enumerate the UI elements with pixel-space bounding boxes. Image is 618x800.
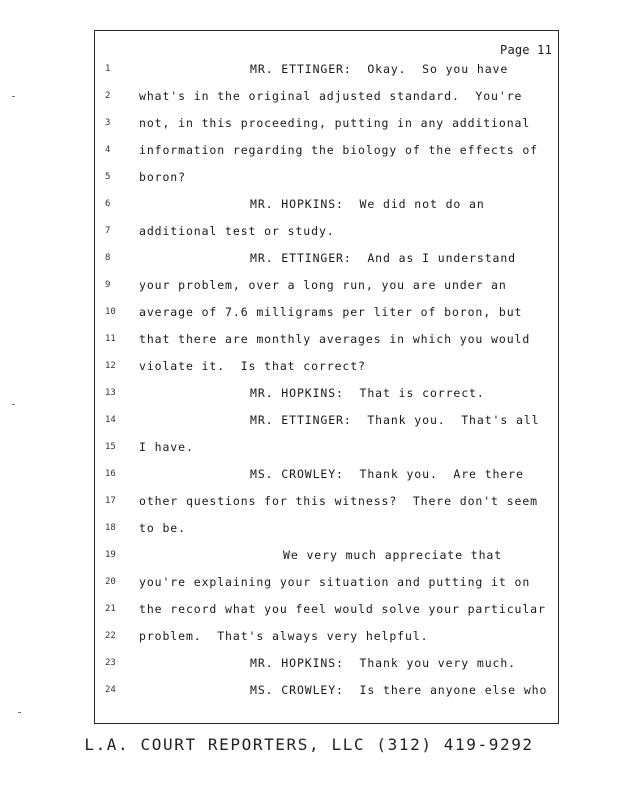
line-text: MR. HOPKINS: That is correct. bbox=[250, 386, 485, 400]
line-text: MS. CROWLEY: Is there anyone else who bbox=[250, 683, 548, 697]
line-number: 17 bbox=[105, 496, 116, 506]
line-number: 14 bbox=[105, 415, 116, 425]
transcript-line bbox=[95, 386, 558, 413]
line-number: 13 bbox=[105, 388, 116, 398]
court-reporter-footer: L.A. COURT REPORTERS, LLC (312) 419-9292 bbox=[84, 735, 534, 754]
line-number: 20 bbox=[105, 577, 116, 587]
line-text: not, in this proceeding, putting in any additional bbox=[139, 116, 531, 130]
line-text: We very much appreciate that bbox=[283, 548, 503, 562]
transcript-line bbox=[95, 602, 558, 629]
line-text: violate it. Is that correct? bbox=[139, 359, 366, 373]
line-text: that there are monthly averages in which you would bbox=[139, 332, 531, 346]
line-number: 10 bbox=[105, 307, 116, 317]
scan-speck bbox=[12, 404, 15, 405]
transcript-line bbox=[95, 143, 558, 170]
line-number: 23 bbox=[105, 658, 116, 668]
line-number: 16 bbox=[105, 469, 116, 479]
line-text: MR. HOPKINS: Thank you very much. bbox=[250, 656, 517, 670]
transcript-line bbox=[95, 656, 558, 683]
transcript-line bbox=[95, 683, 558, 710]
line-number: 1 bbox=[105, 64, 111, 74]
line-number: 19 bbox=[105, 550, 116, 560]
scan-speck bbox=[18, 712, 21, 713]
line-text: average of 7.6 milligrams per liter of boron, but bbox=[139, 305, 523, 319]
transcript-line bbox=[95, 467, 558, 494]
page-number: Page 11 bbox=[500, 43, 552, 57]
transcript-line bbox=[95, 170, 558, 197]
line-number: 6 bbox=[105, 199, 111, 209]
line-text: additional test or study. bbox=[139, 224, 335, 238]
transcript-line bbox=[95, 224, 558, 251]
transcript-line bbox=[95, 413, 558, 440]
line-text: I have. bbox=[139, 440, 194, 454]
line-text: other questions for this witness? There don't seem bbox=[139, 494, 539, 508]
transcript-line bbox=[95, 116, 558, 143]
line-text: MR. ETTINGER: Thank you. That's all bbox=[250, 413, 540, 427]
line-number: 21 bbox=[105, 604, 116, 614]
transcript-page bbox=[94, 30, 559, 724]
line-text: MR. ETTINGER: And as I understand bbox=[250, 251, 517, 265]
line-number: 18 bbox=[105, 523, 116, 533]
transcript-line bbox=[95, 62, 558, 89]
transcript-line bbox=[95, 521, 558, 548]
line-text: what's in the original adjusted standard. You're bbox=[139, 89, 523, 103]
line-number: 11 bbox=[105, 334, 116, 344]
line-number: 24 bbox=[105, 685, 116, 695]
transcript-line bbox=[95, 575, 558, 602]
line-text: MR. ETTINGER: Okay. So you have bbox=[250, 62, 509, 76]
transcript-line bbox=[95, 89, 558, 116]
line-text: you're explaining your situation and putting it on bbox=[139, 575, 531, 589]
line-number: 15 bbox=[105, 442, 116, 452]
scan-speck bbox=[12, 96, 15, 97]
line-number: 22 bbox=[105, 631, 116, 641]
line-number: 8 bbox=[105, 253, 111, 263]
line-number: 9 bbox=[105, 280, 111, 290]
transcript-line bbox=[95, 278, 558, 305]
transcript-line bbox=[95, 251, 558, 278]
line-text: your problem, over a long run, you are under an bbox=[139, 278, 507, 292]
line-text: information regarding the biology of the effects of bbox=[139, 143, 539, 157]
line-text: problem. That's always very helpful. bbox=[139, 629, 429, 643]
line-number: 5 bbox=[105, 172, 111, 182]
transcript-line bbox=[95, 332, 558, 359]
transcript-line bbox=[95, 629, 558, 656]
line-text: to be. bbox=[139, 521, 186, 535]
transcript-line bbox=[95, 440, 558, 467]
line-number: 4 bbox=[105, 145, 111, 155]
transcript-line bbox=[95, 197, 558, 224]
line-text: boron? bbox=[139, 170, 186, 184]
line-text: MS. CROWLEY: Thank you. Are there bbox=[250, 467, 524, 481]
line-number: 3 bbox=[105, 118, 111, 128]
line-number: 7 bbox=[105, 226, 111, 236]
line-text: MR. HOPKINS: We did not do an bbox=[250, 197, 485, 211]
transcript-line bbox=[95, 548, 558, 575]
transcript-line bbox=[95, 305, 558, 332]
line-number: 2 bbox=[105, 91, 111, 101]
line-number: 12 bbox=[105, 361, 116, 371]
line-text: the record what you feel would solve your particular bbox=[139, 602, 546, 616]
transcript-line bbox=[95, 494, 558, 521]
transcript-line bbox=[95, 359, 558, 386]
